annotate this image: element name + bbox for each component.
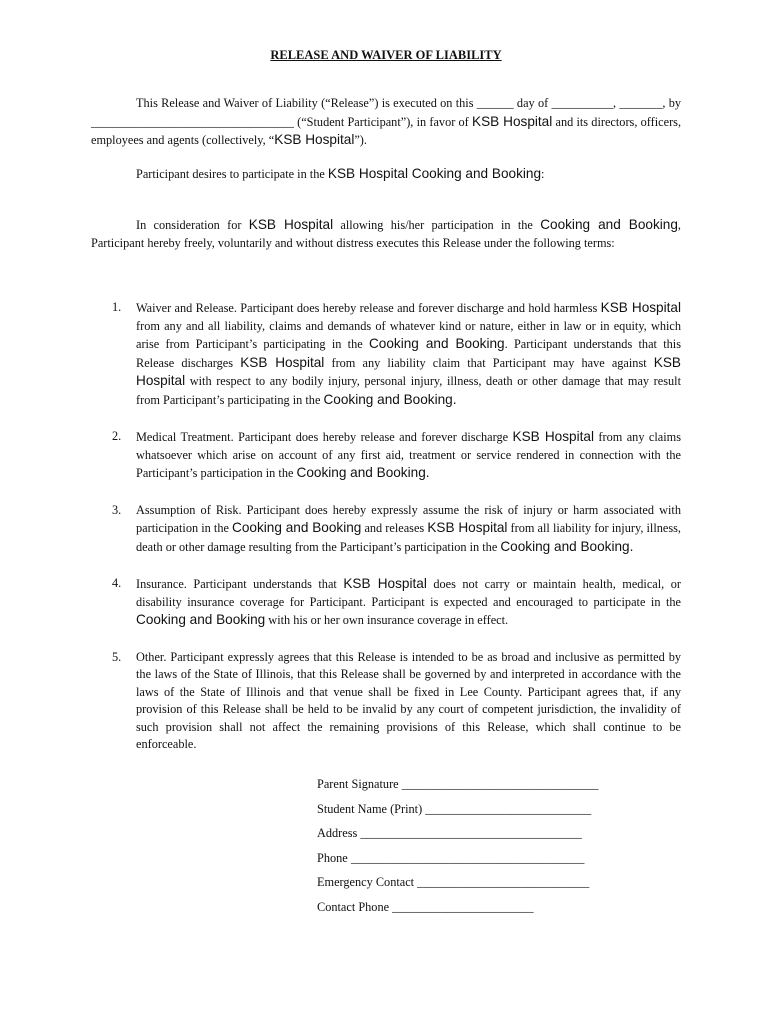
term-text: Insurance. Participant understands that [136, 577, 344, 591]
event-name: Cooking and Booking [500, 538, 630, 554]
term-text: Waiver and Release. Participant does hereby release and forever discharge and hold harmless [136, 301, 601, 315]
consideration-paragraph [91, 216, 681, 252]
event-name: Cooking and Booking [136, 612, 266, 627]
intro-text: This Release and Waiver of Liability (“Release”) is executed on this ______ day of __________, _______, by _________________________________ (“Student Participant”), in favor of [91, 96, 681, 129]
desire-text: Participant desires to participate in the [136, 167, 328, 181]
term-text: and releases [361, 521, 428, 535]
phone-field[interactable]: Phone ______________________________________ [317, 850, 585, 865]
event-name: Cooking and Booking [323, 391, 453, 407]
org-name: KSB Hospital [512, 429, 594, 444]
signature-block [317, 776, 677, 924]
term-text: . [452, 391, 457, 407]
intro-text: ”). [354, 133, 367, 147]
student-name-field[interactable]: Student Name (Print) ___________________________ [317, 801, 592, 816]
desire-text: : [541, 167, 545, 181]
term-text: does not carry or maintain health, medical, or disability insurance coverage for Participant. Participant is expected and encouraged to participate in the [136, 577, 682, 609]
org-name: KSB Hospital [600, 300, 681, 315]
address-field[interactable]: Address ____________________________________ [317, 826, 582, 841]
term-text: Other. Participant expressly agrees that this Release is intended to be as broad and inclusive as permitted by the laws of the State of Illinois, that this Release shall be governed by and interpreted in accordance with the laws of the State of Illinois and that venue shall be fixed in Lee County. Participant agrees that, if any provision of this Release shall be held to be invalid by any court of competent jurisdiction, the invalidity of such provision shall not affect the remaining provisions of this Release, which shall continue to be enforceable. [136, 649, 681, 751]
term-text: from any and all liability, claims and demands of whatever kind or nature, either in law or in equity, which arise from Participant’s participating in the [136, 318, 681, 351]
event-name: Cooking and Booking [368, 336, 505, 351]
term-text: with respect to any bodily injury, personal injury, illness, death or other damage that may result from Participant’s participating in the [136, 374, 681, 407]
document-title: RELEASE AND WAIVER OF LIABILITY [270, 48, 502, 62]
term-assumption-of-risk [91, 502, 681, 557]
intro-paragraph [91, 95, 681, 150]
event-name: Cooking and Booking [296, 465, 426, 480]
term-number: 2. [112, 429, 122, 443]
intro-text: and its directors, officers, employees and agents (collectively, “ [91, 114, 682, 147]
event-name: Cooking and Booking [540, 217, 678, 232]
term-text: with his or her own insurance coverage in effect. [265, 613, 509, 627]
term-text: Assumption of Risk. Participant does hereby expressly assume the risk of injury or harm associated with participation in the [136, 502, 681, 535]
org-name: KSB Hospital [327, 166, 408, 181]
terms-list [91, 299, 681, 773]
term-text: from all liability for injury, illness, death or other damage resulting from the Participant’s participation in the [136, 521, 681, 554]
parent-signature-field[interactable]: Parent Signature ________________________________ [317, 777, 599, 791]
event-name: Cooking and Booking [411, 166, 542, 181]
term-text: from any liability claim that Participant may have against [324, 355, 654, 370]
event-name: Cooking and Booking [232, 520, 362, 535]
desire-paragraph [91, 165, 681, 184]
term-other [91, 649, 681, 754]
consideration-text: allowing his/her participation in the [333, 218, 541, 232]
term-number: 1. [112, 300, 122, 314]
org-name: KSB Hospital [427, 520, 508, 535]
consideration-text: , Participant hereby freely, voluntarily and without distress executes this Release under the following terms: [91, 218, 681, 250]
org-name: KSB Hospital [274, 132, 355, 147]
consideration-text: In consideration for [136, 218, 249, 232]
term-waiver-and-release [91, 299, 681, 409]
term-number: 3. [112, 502, 122, 517]
org-name: KSB Hospital [136, 354, 681, 388]
org-name: KSB Hospital [240, 354, 325, 370]
term-text: . [425, 465, 430, 480]
org-name: KSB Hospital [343, 576, 427, 591]
emergency-contact-field[interactable]: Emergency Contact ____________________________ [317, 875, 590, 890]
org-name: KSB Hospital [248, 217, 334, 232]
term-text: . [629, 538, 634, 554]
term-number: 5. [112, 649, 122, 664]
term-text: . Participant understands that this Release discharges [136, 337, 681, 370]
term-medical-treatment [91, 428, 681, 483]
contact-phone-field[interactable]: Contact Phone _______________________ [317, 899, 534, 914]
term-number: 4. [112, 576, 122, 590]
term-insurance [91, 575, 681, 630]
term-text: Medical Treatment. Participant does hereby release and forever discharge [136, 430, 513, 444]
term-text: from any claims whatsoever which arise on account of any first aid, treatment or service rendered in connection with the Participant’s participation in the [136, 430, 681, 480]
org-name: KSB Hospital [472, 113, 553, 129]
